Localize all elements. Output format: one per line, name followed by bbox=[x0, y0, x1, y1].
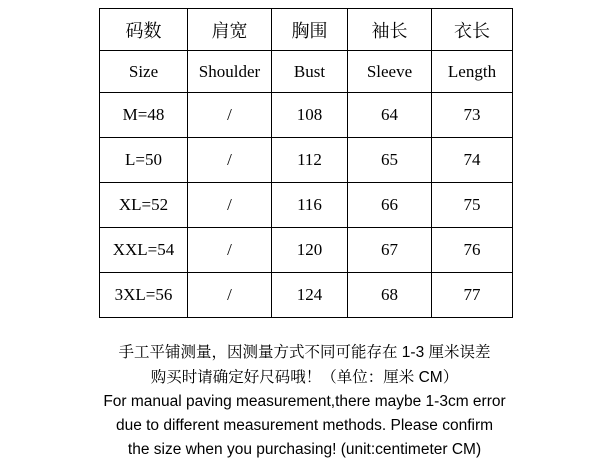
measurement-notes bbox=[0, 340, 609, 462]
cell-shoulder: / bbox=[188, 273, 272, 318]
header-cell-bust-cn: 胸围 bbox=[272, 9, 348, 51]
cell-bust: 112 bbox=[272, 138, 348, 183]
cell-shoulder: / bbox=[188, 228, 272, 273]
header-cell-length-cn: 衣长 bbox=[432, 9, 513, 51]
table-header-row-en bbox=[100, 51, 513, 93]
note-en-line1: For manual paving measurement,there maybe 1-3cm error bbox=[103, 393, 506, 410]
cell-shoulder: / bbox=[188, 183, 272, 228]
cell-size: L=50 bbox=[100, 138, 188, 183]
cell-sleeve: 64 bbox=[348, 93, 432, 138]
note-en-line3: the size when you purchasing! (unit:centimeter CM) bbox=[127, 441, 482, 458]
table-row bbox=[100, 138, 513, 183]
cell-bust: 108 bbox=[272, 93, 348, 138]
table-row bbox=[100, 273, 513, 318]
cell-shoulder: / bbox=[188, 93, 272, 138]
cell-sleeve: 67 bbox=[348, 228, 432, 273]
cell-bust: 120 bbox=[272, 228, 348, 273]
header-cell-bust-en: Bust bbox=[272, 51, 348, 93]
cell-sleeve: 68 bbox=[348, 273, 432, 318]
cell-length: 77 bbox=[432, 273, 513, 318]
cell-length: 76 bbox=[432, 228, 513, 273]
cell-length: 75 bbox=[432, 183, 513, 228]
table-row bbox=[100, 93, 513, 138]
table-row bbox=[100, 183, 513, 228]
table-row bbox=[100, 228, 513, 273]
size-table-container bbox=[99, 8, 512, 318]
cell-size: M=48 bbox=[100, 93, 188, 138]
cell-sleeve: 65 bbox=[348, 138, 432, 183]
cell-shoulder: / bbox=[188, 138, 272, 183]
table-header-row-cn bbox=[100, 9, 513, 51]
note-cn-line2: 购买时请确定好尺码哦！（单位：厘米 CM） bbox=[150, 369, 459, 386]
header-cell-sleeve-cn: 袖长 bbox=[348, 9, 432, 51]
cell-sleeve: 66 bbox=[348, 183, 432, 228]
size-table bbox=[99, 8, 513, 318]
cell-size: XXL=54 bbox=[100, 228, 188, 273]
header-cell-length-en: Length bbox=[432, 51, 513, 93]
cell-bust: 116 bbox=[272, 183, 348, 228]
cell-size: XL=52 bbox=[100, 183, 188, 228]
header-cell-shoulder-cn: 肩宽 bbox=[188, 9, 272, 51]
cell-length: 73 bbox=[432, 93, 513, 138]
cell-size: 3XL=56 bbox=[100, 273, 188, 318]
header-cell-size-cn: 码数 bbox=[100, 9, 188, 51]
note-en-line2: due to different measurement methods. Please confirm bbox=[115, 417, 494, 434]
header-cell-shoulder-en: Shoulder bbox=[188, 51, 272, 93]
note-cn-line1: 手工平铺测量，因测量方式不同可能存在 1-3 厘米误差 bbox=[118, 344, 491, 361]
header-cell-size-en: Size bbox=[100, 51, 188, 93]
cell-length: 74 bbox=[432, 138, 513, 183]
header-cell-sleeve-en: Sleeve bbox=[348, 51, 432, 93]
cell-bust: 124 bbox=[272, 273, 348, 318]
